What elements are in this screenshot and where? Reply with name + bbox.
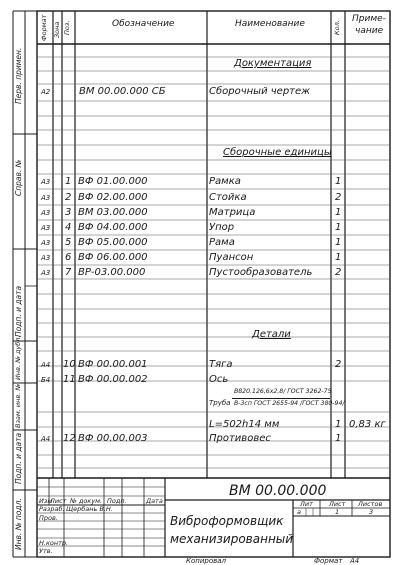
- section-assembly-units: Сборочные единицы: [223, 147, 332, 158]
- row-p10-pos: 10: [63, 359, 76, 370]
- row-p10-qty: 2: [335, 359, 342, 370]
- row-doc-format: А2: [41, 88, 51, 96]
- row-a2-designation: ВФ 02.00.000: [78, 192, 148, 203]
- stamp-col-data: Дата: [146, 497, 163, 505]
- side-label-vzam-inv: Взам. инв. №: [14, 383, 22, 428]
- side-label-sprav-no: Справ. №: [14, 159, 23, 196]
- stamp-doc-code: ВМ 00.00.000: [229, 483, 327, 499]
- footer-copied: Копировал: [186, 557, 226, 565]
- row-a4-designation: ВФ 04.00.000: [78, 222, 148, 233]
- row-a2-qty: 2: [335, 192, 342, 203]
- row-a1-pos: 1: [65, 176, 72, 187]
- header-note-line2: чание: [355, 26, 384, 36]
- pipe-prefix: Труба: [209, 399, 231, 407]
- row-a1-designation: ВФ 01.00.000: [78, 176, 148, 187]
- section-parts: Детали: [252, 329, 291, 340]
- row-a1-qty: 1: [335, 176, 342, 187]
- row-doc-designation: ВМ 00.00.000 СБ: [79, 86, 166, 97]
- header-pos: Поз.: [63, 20, 71, 35]
- row-a3-pos: 3: [65, 207, 72, 218]
- row-p10-designation: ВФ 00.00.001: [78, 359, 148, 370]
- row-p12-pos: 12: [63, 433, 76, 444]
- row-a6-pos: 6: [65, 252, 72, 263]
- stamp-title-line2: механизированный: [170, 532, 294, 546]
- row-a6-designation: ВФ 06.00.000: [78, 252, 148, 263]
- stamp-utv: Утв.: [39, 547, 53, 555]
- row-p12-designation: ВФ 00.00.003: [78, 433, 148, 444]
- stamp-col-podp: Подп.: [107, 497, 127, 505]
- row-p11-format: Б4: [41, 376, 51, 384]
- stamp-razrab: Разраб.: [39, 505, 65, 513]
- stamp-listov-label: Листов: [358, 500, 383, 508]
- pipe-note: 0,83 кг: [349, 419, 386, 430]
- row-p11-designation: ВФ 00.00.002: [78, 374, 148, 385]
- row-a6-name: Пуансон: [209, 252, 254, 263]
- side-label-inv-podl: Инв. № подл.: [14, 498, 23, 550]
- row-p10-name: Тяга: [209, 359, 233, 370]
- stamp-list-value: 1: [335, 508, 340, 516]
- pipe-spec-top: В820.126,6х2,8/ ГОСТ 3262-75: [234, 388, 332, 395]
- row-a4-format: А3: [41, 224, 51, 232]
- row-p12-format: А4: [41, 435, 51, 443]
- row-a3-format: А3: [41, 209, 51, 217]
- row-a4-name: Упор: [209, 222, 235, 233]
- row-a6-qty: 1: [335, 252, 342, 263]
- row-a7-designation: ВР-03.00.000: [78, 267, 146, 278]
- row-a5-pos: 5: [65, 237, 72, 248]
- header-name: Наименование: [235, 19, 305, 29]
- side-label-podp-data-2: Подп. и дата: [14, 432, 23, 484]
- header-format: Формат: [40, 14, 48, 41]
- row-a4-qty: 1: [335, 222, 342, 233]
- row-p10-format: А4: [41, 361, 51, 369]
- header-designation: Обозначение: [112, 19, 175, 29]
- side-label-perv-primen: Перв. примен.: [14, 47, 23, 104]
- header-qty: Кол.: [333, 20, 341, 35]
- stamp-col-izm: Изм: [39, 497, 53, 505]
- stamp-list-label: Лист: [329, 500, 346, 508]
- stamp-col-ndok: № докум.: [70, 497, 103, 505]
- row-a3-qty: 1: [335, 207, 342, 218]
- header-zone: Зона: [53, 21, 61, 38]
- row-a4-pos: 4: [65, 222, 72, 233]
- row-a5-designation: ВФ 05.00.000: [78, 237, 148, 248]
- footer-format-label: Формат: [314, 557, 343, 565]
- row-a2-pos: 2: [65, 192, 72, 203]
- stamp-title-line1: Виброформовщик: [170, 514, 284, 528]
- row-a7-name: Пустообразователь: [209, 267, 313, 278]
- row-a3-name: Матрица: [209, 207, 256, 218]
- stamp-col-list: Лист: [50, 497, 67, 505]
- row-a7-pos: 7: [65, 267, 72, 278]
- pipe-qty: 1: [335, 419, 342, 430]
- row-a1-name: Рамка: [209, 176, 241, 187]
- stamp-lit-value: а: [297, 508, 301, 516]
- pipe-length: L=502h14 мм: [209, 419, 280, 430]
- stamp-nkontr: Н.контр.: [39, 539, 69, 547]
- stamp-lit-label: Лит: [300, 500, 313, 508]
- row-a2-format: А3: [41, 194, 51, 202]
- stamp-listov-value: 3: [369, 508, 374, 516]
- row-p11-name: Ось: [209, 374, 229, 385]
- row-doc-name: Сборочный чертеж: [209, 86, 311, 97]
- row-a5-format: А3: [41, 239, 51, 247]
- row-a5-qty: 1: [335, 237, 342, 248]
- side-label-podp-data-1: Подп. и дата: [14, 285, 23, 337]
- section-documentation: Документация: [234, 58, 312, 69]
- header-note-line1: Приме-: [352, 14, 386, 24]
- row-p12-name: Противовес: [209, 433, 271, 444]
- pipe-spec-bottom: В-3сп ГОСТ 2655-94 /ГОСТ 380-94/: [234, 400, 345, 407]
- row-a6-format: А3: [41, 254, 51, 262]
- row-a7-format: А3: [41, 269, 51, 277]
- row-p12-qty: 1: [335, 433, 342, 444]
- footer-format-value: А4: [350, 557, 360, 565]
- pipe-fraction-line: [232, 398, 330, 399]
- row-a2-name: Стойка: [209, 192, 247, 203]
- row-a1-format: А3: [41, 178, 51, 186]
- side-label-inv-dubl: Инв. № дубл.: [14, 335, 22, 380]
- row-p11-pos: 11: [63, 374, 76, 385]
- row-a7-qty: 2: [335, 267, 342, 278]
- row-a3-designation: ВМ 03.00.000: [78, 207, 148, 218]
- stamp-prov: Пров.: [39, 514, 58, 522]
- stamp-razrab-name: Щербань В.Н.: [66, 505, 113, 513]
- row-a5-name: Рама: [209, 237, 235, 248]
